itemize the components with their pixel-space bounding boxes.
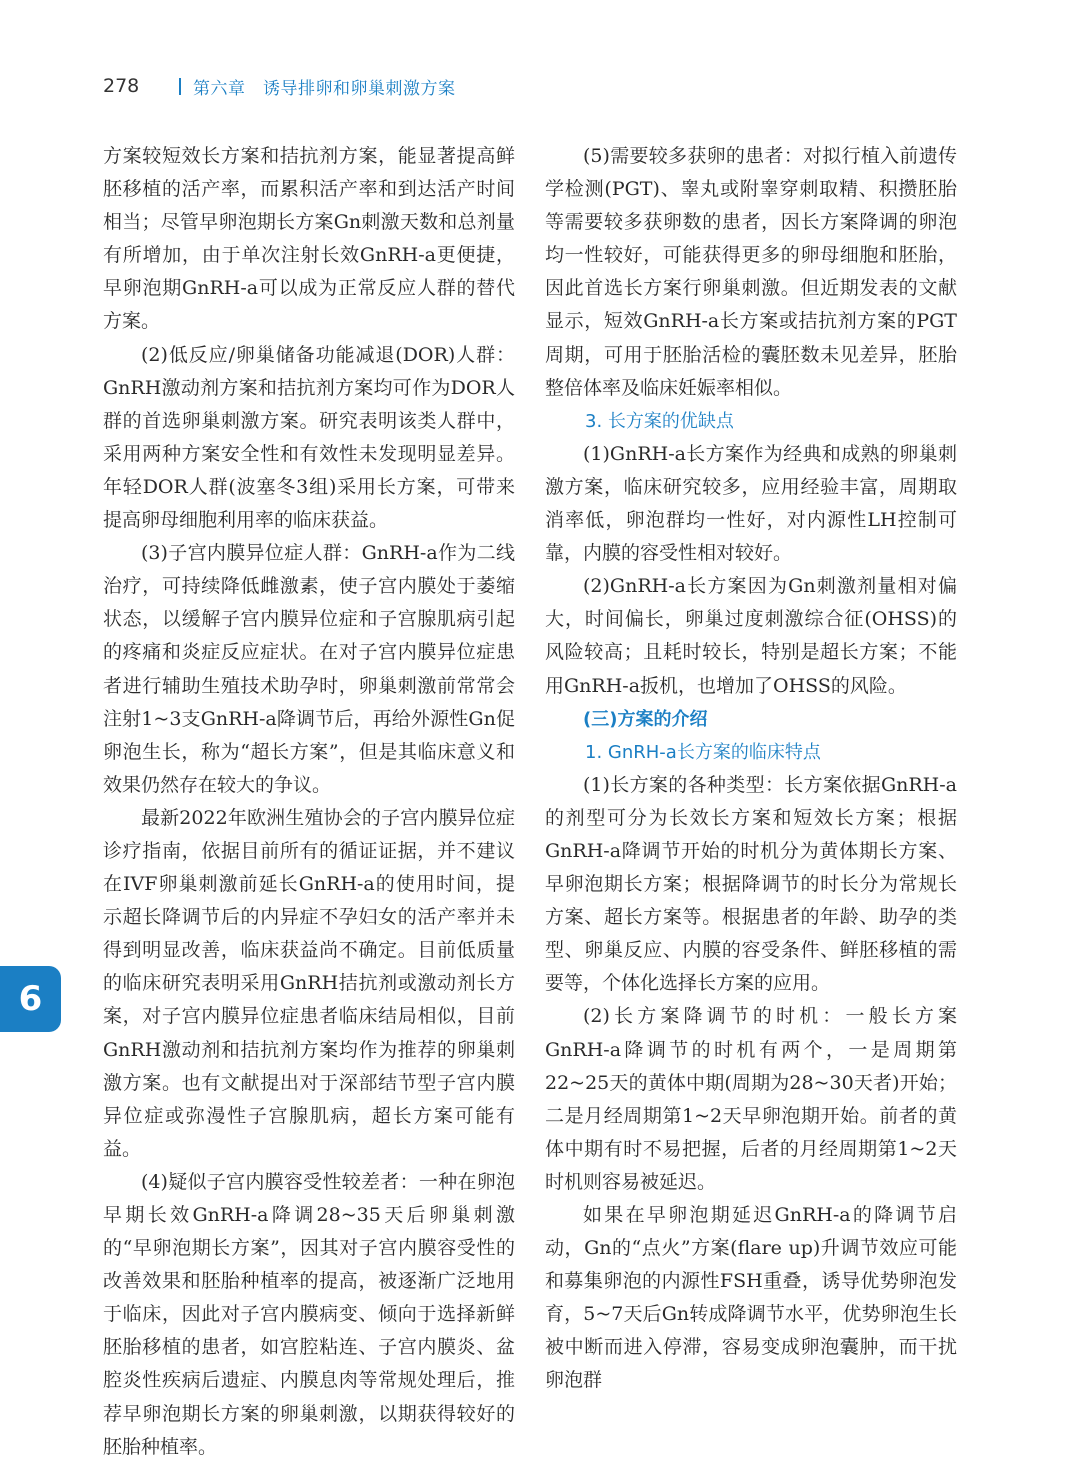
paragraph: (2)GnRH-a长方案因为Gn刺激剂量相对偏大，时间偏长，卵巢过度刺激综合征(OHSS)的风险较高；且耗时较长，特别是超长方案；不能用GnRH-a扳机，也增加了OHSS的风险。: [545, 575, 957, 697]
paragraph: (5)需要较多获卵的患者：对拟行植入前遗传学检测(PGT)、睾丸或附睾穿刺取精、积攒胚胎等需要较多获卵数的患者，因长方案降调的卵泡均一性较好，可能获得更多的卵母细胞和胚胎，因此首选长方案行卵巢刺激。但近期发表的文献显示，短效GnRH-a长方案或拮抗剂方案的PGT周期，可用于胚胎活检的囊胚数未见差异，胚胎整倍体率及临床妊娠率相似。: [545, 145, 957, 399]
page-header: [103, 70, 456, 102]
header-divider: [179, 78, 181, 95]
page-number: 278: [103, 75, 140, 97]
paragraph: (4)疑似子宫内膜容受性较差者：一种在卵泡早期长效GnRH-a降调28~35天后卵巢刺激的“早卵泡期长方案”，因其对子宫内膜容受性的改善效果和胚胎种植率的提高，被逐渐广泛地用于临床，因此对子宫内膜病变、倾向于选择新鲜胚胎移植的患者，如宫腔粘连、子宫内膜炎、盆腔炎性疾病后遗症、内膜息肉等常规处理后，推荐早卵泡期长方案的卵巢刺激，以期获得较好的胚胎种植率。: [103, 1170, 515, 1458]
paragraph: 最新2022年欧洲生殖协会的子宫内膜异位症诊疗指南，依据目前所有的循证证据，并不建议在IVF卵巢刺激前延长GnRH-a的使用时间，提示超长降调节后的内异症不孕妇女的活产率并未得到明显改善，临床获益尚不确定。目前低质量的临床研究表明采用GnRH拮抗剂或激动剂长方案，对子宫内膜异位症患者临床结局相似，目前GnRH激动剂和拮抗剂方案均作为推荐的卵巢刺激方案。也有文献提出对于深部结节型子宫内膜异位症或弥漫性子宫腺肌病，超长方案可能有益。: [103, 806, 515, 1160]
paragraph: (3)子宫内膜异位症人群：GnRH-a作为二线治疗，可持续降低雌激素，使子宫内膜处于萎缩状态，以缓解子宫内膜异位症和子宫腺肌病引起的疼痛和炎症反应症状。在对子宫内膜异位症患者进行辅助生殖技术助孕时，卵巢刺激前常常会注射1~3支GnRH-a降调节后，再给外源性Gn促卵泡生长，称为“超长方案”，但是其临床意义和效果仍然存在较大的争议。: [103, 542, 515, 796]
paragraph: (1)GnRH-a长方案作为经典和成熟的卵巢刺激方案，临床研究较多，应用经验丰富，周期取消率低，卵泡群均一性好，对内源性LH控制可靠，内膜的容受性相对较好。: [545, 442, 957, 565]
chapter-tab: 6: [0, 966, 61, 1032]
paragraph: (2)低反应/卵巢储备功能减退(DOR)人群：GnRH激动剂方案和拮抗剂方案均可作为DOR人群的首选卵巢刺激方案。研究表明该类人群中，采用两种方案安全性和有效性未发现明显差异。年轻DOR人群(波塞冬3组)采用长方案，可带来提高卵母细胞利用率的临床获益。: [103, 343, 515, 532]
section-heading: 1. GnRH-a长方案的临床特点: [585, 741, 821, 763]
chapter-title: 第六章 诱导排卵和卵巢刺激方案: [193, 78, 456, 99]
paragraph: (2)长方案降调节的时机：一般长方案GnRH-a降调节的时机有两个，一是周期第22~25天的黄体中期(周期为28~30天者)开始；二是月经周期第1~2天早卵泡期开始。前者的黄体中期有时不易把握，后者的月经周期第1~2天时机则容易被延迟。: [545, 1005, 957, 1193]
paragraph: (1)长方案的各种类型：长方案依据GnRH-a的剂型可分为长效长方案和短效长方案；根据GnRH-a降调节开始的时机分为黄体期长方案、早卵泡期长方案；根据降调节的时长分为常规长方案、超长方案等。根据患者的年龄、助孕的类型、卵巢反应、内膜的容受条件、鲜胚移植的需要等，个体化选择长方案的应用。: [545, 773, 957, 995]
section-heading: (三)方案的介绍: [583, 708, 708, 730]
paragraph: 如果在早卵泡期延迟GnRH-a的降调节启动，Gn的“点火”方案(flare up)升调节效应可能和募集卵泡的内源性FSH重叠，诱导优势卵泡发育，5~7天后Gn转成降调节水平，优势卵泡生长被中断而进入停滞，容易变成卵泡囊肿，而干扰卵泡群: [545, 1204, 957, 1392]
paragraph: 方案较短效长方案和拮抗剂方案，能显著提高鲜胚移植的活产率，而累积活产率和到达活产时间相当；尽管早卵泡期长方案Gn刺激天数和总剂量有所增加，由于单次注射长效GnRH-a更便捷，早卵泡期GnRH-a可以成为正常反应人群的替代方案。: [103, 145, 515, 333]
right-column: [545, 140, 957, 1398]
section-heading: 3. 长方案的优缺点: [585, 410, 734, 432]
left-column: [103, 140, 515, 1464]
